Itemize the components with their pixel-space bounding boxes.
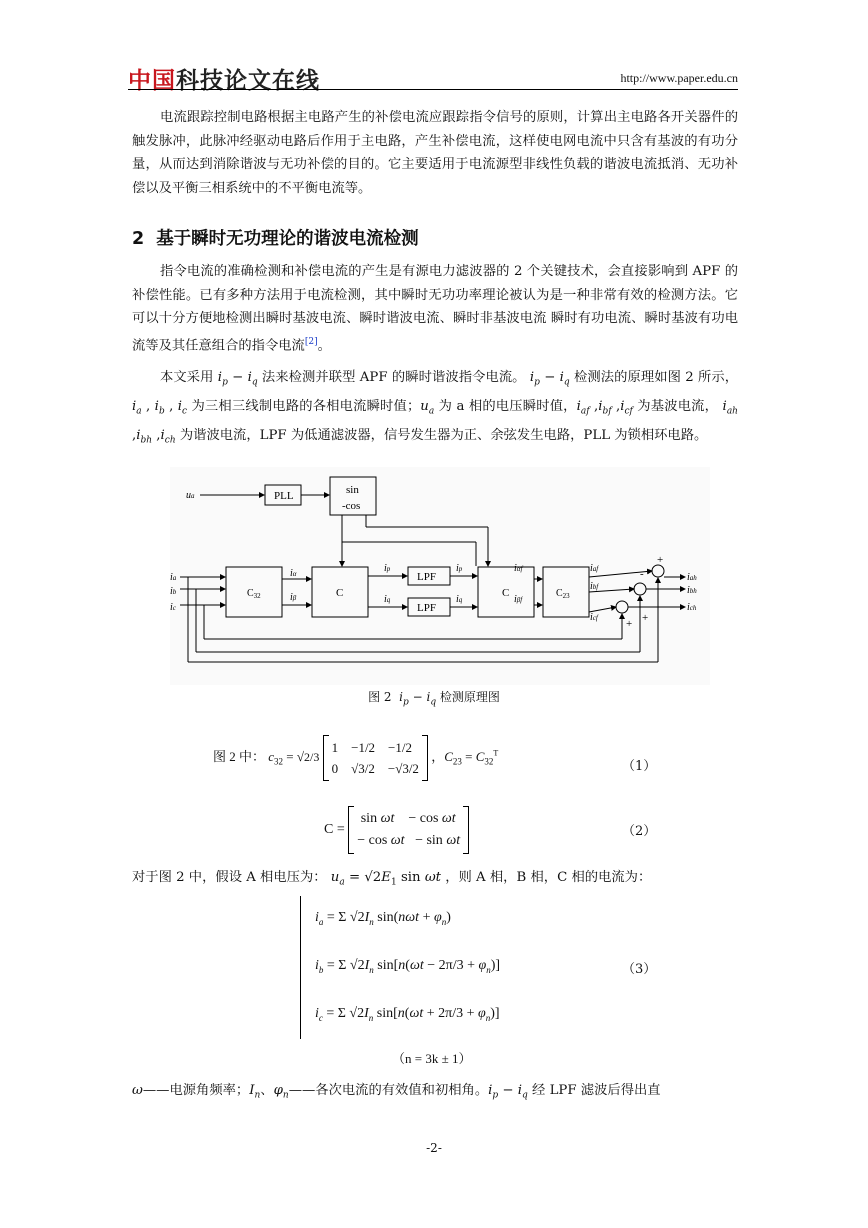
svg-text:ibh: ibh [687,585,697,596]
c-label-2: C [502,587,510,599]
equation-1: 图 2 中： $c_{32} = √2/3$ 1 −1/2 −1/2 0 √3/2 −√3/2 ，$C_{23} = C_{32}^T$ [213,735,498,781]
lpf-label-1: LPF [417,571,436,583]
svg-text:+: + [657,554,664,566]
header-rule [128,89,738,90]
svg-text:iα: iα [290,568,297,579]
paragraph-3: 本文采用 $i_p - i_q$ 法来检测并联型 APF 的瞬时谐波指令电流。 $i_p - i_q$ 检测法的原理如图 2 所示，$i_a$ , $i_b$ , $i_c$ 为三相三线制电路的各相电流瞬时值；$u_a$ 为 a 相的电压瞬时值，$i_{af}$ $,i_{bf}$ $,i_{cf}$ 为基波电流， $i_{ah}$ $,i_{bh}$ $,i_{ch}$ 为谐波电流，LPF 为低通滤波器，信号发生器为正、余弦发生电路，PLL 为锁相环电路。 [132,370,739,446]
svg-text:ic: ic [170,602,176,613]
svg-text:iβf: iβf [514,594,523,605]
header-url[interactable]: http://www.paper.edu.cn [620,71,738,85]
svg-text:+: + [626,618,633,630]
equation-2: C = sin ωt − cos ωt − cos ωt − sin ωt [324,806,469,854]
block-diagram-svg [170,467,710,685]
svg-text:iβ: iβ [290,592,297,603]
citation-link[interactable]: [2] [304,336,318,347]
svg-text:ib: ib [170,586,177,597]
svg-text:ibf: ibf [590,581,599,592]
page-number: -2- [426,1141,442,1155]
svg-text:+: + [642,612,649,624]
c-label-1: C [336,587,344,599]
svg-text:ip: ip [456,563,463,574]
svg-text:ip: ip [384,563,391,574]
pll-label: PLL [274,490,294,502]
equation-1-number: （1） [622,759,657,774]
paragraph-1: 电流跟踪控制电路根据主电路产生的补偿电流应跟踪指令信号的原则，计算出主电路各开关器件的触发脉冲，此脉冲经驱动电路后作用于主电路，产生补偿电流，这样使电网电流中只含有基波的有功分量，从而达到消除谐波与无功补偿的目的。它主要适用于电流源型非线性负载的谐波电流抵消、无功补偿以及平衡三相系统中的不平衡电流等。 [132,110,738,196]
svg-text:iah: iah [687,572,697,583]
paragraph-5: ω——电源角频率；$I_n$、$\varphi_n——$各次电流的有效值和初相角。$i_p - i_q$ 经 LPF 滤波后得出直 [132,1083,661,1101]
svg-text:iaf: iaf [590,563,599,574]
paragraph-4: 对于图 2 中，假设 A 相电压为： $u_a = √2E_1$ sin ωt ，则 A 相，B 相，C 相的电流为： [132,870,652,888]
section-heading: 2 基于瞬时无功理论的谐波电流检测 [132,229,419,249]
svg-text:ia: ia [170,572,177,583]
equation-3-number: （3） [622,962,657,977]
paragraph-2: 指令电流的准确检测和补偿电流的产生是有源电力滤波器的 2 个关键技术，会直接影响到 APF 的补偿性能。已有多种方法用于电流检测，其中瞬时无功功率理论被认为是一种非常有效的检测方法。它可以十分方便地检测出瞬时基波电流、瞬时谐波电流、瞬时非基波电流 瞬时有功电流、瞬时基波有功电流等及其任意组合的指令电流[2]。 [132,264,738,353]
equation-2-number: （2） [622,824,657,839]
figure-2-block-diagram [170,467,710,685]
c32-label: $C_{32}$ [247,588,261,600]
svg-text:ich: ich [687,602,697,613]
svg-text:ua: ua [186,490,195,501]
c23-label: $C_{23}$ [556,588,570,600]
equation-3-condition: （n = 3k ± 1） [392,1051,472,1066]
cos-label: -cos [342,500,361,512]
svg-text:icf: icf [590,612,598,623]
svg-text:-: - [640,568,644,580]
sin-label: sin [346,484,359,496]
svg-text:iq: iq [384,594,391,605]
svg-text:iq: iq [456,594,463,605]
svg-text:iαf: iαf [514,563,523,574]
header-logo: 中国科技论文在线 [128,68,320,94]
figure-caption: 图 2 $i_p - i_q$ 检测原理图 [368,690,500,708]
lpf-label-2: LPF [417,602,436,614]
equation-3: $i_a = \Sigma$ $√2I_n$ $\sin(n\omega t + \varphi_n)$ $i_b = \Sigma$ $√2I_n$ $\sin[n(\omega t - 2\pi/3 + \varphi_n)]$ $i_c = \Sigma$ $√2I_n$ $\sin[n(\omega t + 2\pi/3 + \varphi_n)]$ [300,896,500,1039]
